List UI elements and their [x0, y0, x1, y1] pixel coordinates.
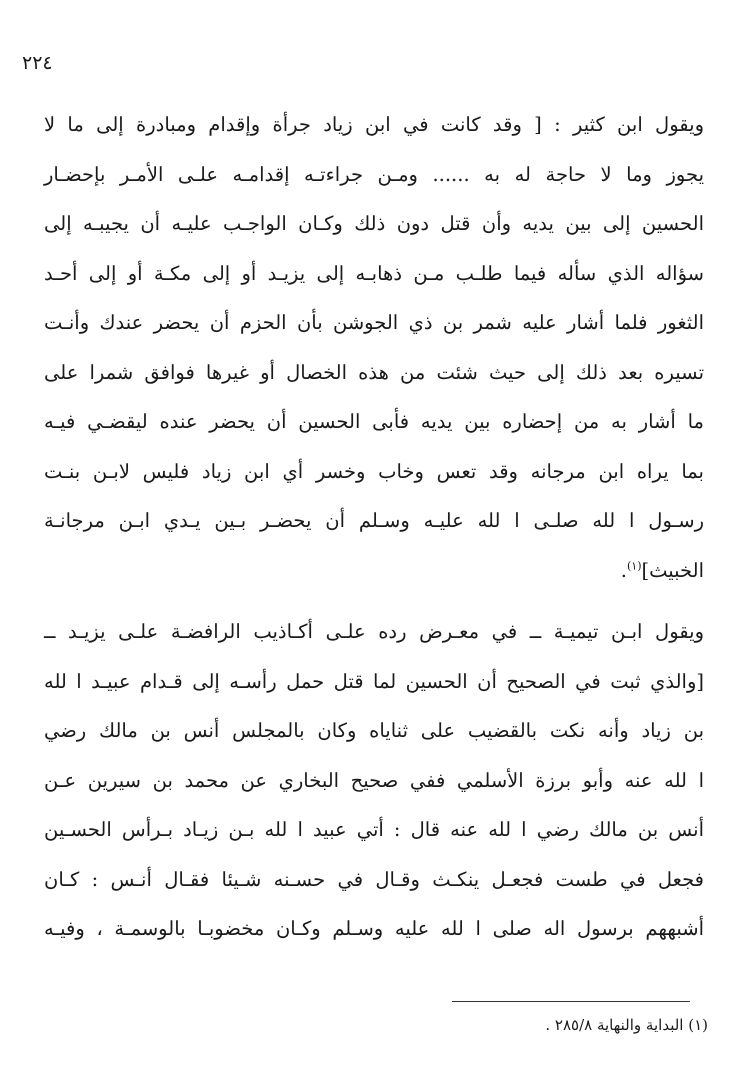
sentence-end: . — [620, 558, 627, 582]
paragraph-ibn-taymiyya — [44, 607, 704, 954]
text-line: سؤاله الذي سأله فيما طلـب مـن ذهابـه إلى يزيـد أو إلى مكـة أو إلى أحـد — [44, 261, 704, 285]
text-line: الثغور فلما أشار عليه شمر بن ذي الجوشن بأن الحزم أن يحضر عندك وأنـت — [44, 311, 704, 334]
paragraph-ibn-kathir — [44, 100, 704, 595]
text-line: ما أشار به من إحضاره بين يديه فأبى الحسين أن يحضر عنده ليقضـي فيـه — [44, 410, 704, 433]
paragraph-gap — [44, 595, 704, 607]
text-line: أنس بن مالك رضي ا لله عنه قال : أتي عبيد ا لله بـن زيـاد بـرأس الحسـين — [44, 818, 704, 841]
page-number: ٢٢٤ — [22, 52, 53, 74]
text-line: فجعل في طست فجعـل ينكـث وقـال في حسـنه شـيئا فقـال أنـس : كـان — [44, 867, 704, 891]
footnote-marker[interactable]: (١) — [627, 559, 642, 572]
footnote-divider — [452, 1001, 690, 1002]
text-line-last — [44, 546, 704, 596]
footnote: (١) البداية والنهاية ٢٨٥/٨ . — [545, 1016, 708, 1034]
text-line: بما يراه ابن مرجانه وقد تعس وخاب وخسر أي ابن زياد فليس لابـن بنـت — [44, 459, 704, 483]
text-line: [والذي ثبت في الصحيح أن الحسين لما قتل حمل رأسـه إلى قـدام عبيـد ا لله — [44, 669, 704, 693]
text-line: الحسين إلى بين يديه وأن قتل دون ذلك وكـان الواجـب عليـه أن يجيبـه إلى — [44, 212, 704, 235]
text-line: أشبههم برسول اله صلى ا لله عليه وسـلم وكـان مخضوبـا بالوسمـة ، وفيـه — [44, 917, 704, 940]
quote-end-text: الخبيث] — [641, 558, 704, 582]
text-line: بن زياد وأنه نكت بالقضيب على ثناياه وكان بالمجلس أنس بن مالك رضي — [44, 719, 704, 742]
text-line: ا لله عنه وأبو برزة الأسلمي ففي صحيح البخاري عن محمد بن سيرين عـن — [44, 768, 704, 792]
text-line: رسـول ا لله صلـى ا لله عليـه وسـلم أن يحضـر بـين يـدي ابـن مرجانـة — [44, 509, 704, 532]
text-line: تسيره بعد ذلك إلى حيث شئت من هذه الخصال أو غيرها فوافق شمرا على — [44, 360, 704, 384]
text-line: ويقول ابن كثير : [ وقد كانت في ابن زياد جرأة وإقدام ومبادرة إلى ما لا — [44, 113, 704, 136]
text-line: ويقول ابـن تيميـة ــ في معـرض رده علـى أكـاذيب الرافضـة علـى يزيـد ــ — [44, 620, 704, 643]
body-text — [44, 100, 704, 954]
text-line: يجوز وما لا حاجة له به ...... ومـن جراءتـه إقدامـه علـى الأمـر بإحضـار — [44, 162, 704, 186]
